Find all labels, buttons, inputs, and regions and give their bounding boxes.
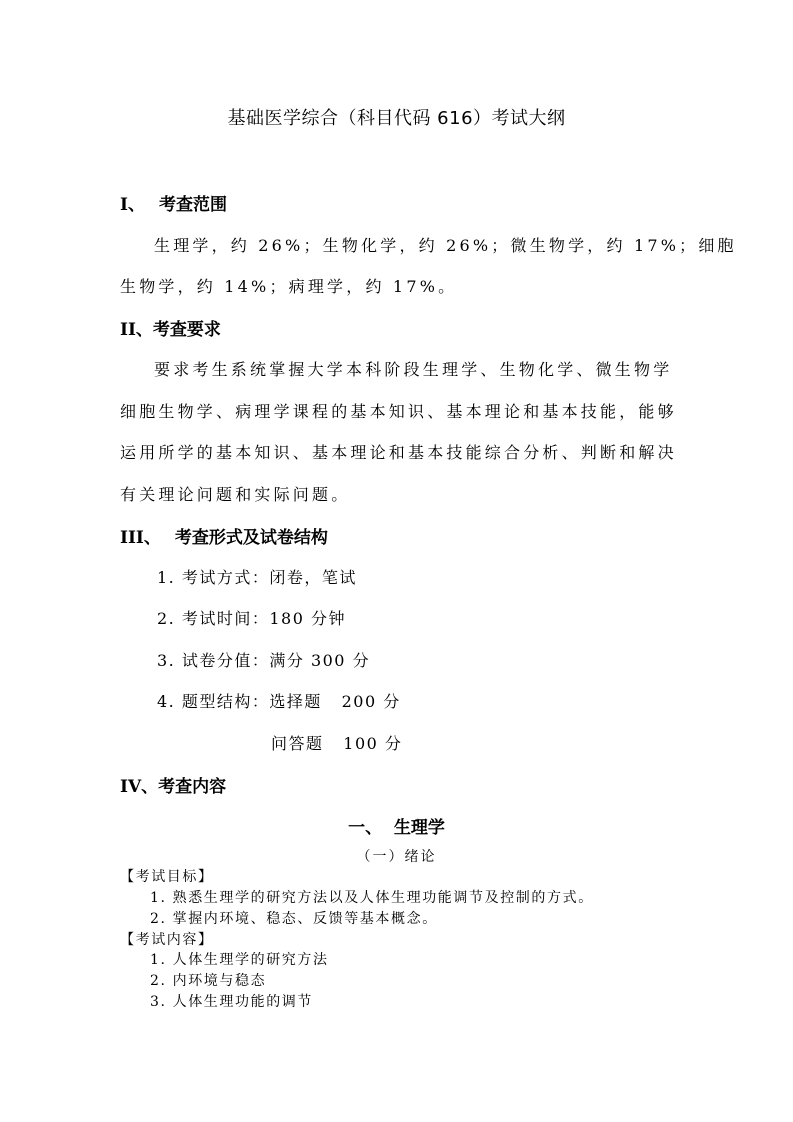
paragraph-line: 运用所学的基本知识、基本理论和基本技能综合分析、判断和解决 bbox=[120, 443, 677, 462]
section-title: 考查要求 bbox=[152, 320, 221, 340]
exam-format-item: 4. 题型结构：选择题 200 分 bbox=[157, 692, 401, 711]
paragraph-line: 细胞生物学、病理学课程的基本知识、基本理论和基本技能，能够 bbox=[120, 402, 677, 421]
exam-format-item: 3. 试卷分值：满分 300 分 bbox=[157, 651, 371, 670]
content-item: 2. 内环境与稳态 bbox=[150, 973, 267, 989]
section-heading-format bbox=[120, 523, 328, 548]
objectives-label: 【考试目标】 bbox=[120, 869, 214, 885]
section-heading-content bbox=[120, 772, 226, 797]
content-item: 1. 人体生理学的研究方法 bbox=[150, 952, 329, 968]
exam-format-item: 1. 考试方式：闭卷，笔试 bbox=[157, 568, 357, 587]
section-number: I、 bbox=[120, 195, 145, 215]
section-number: IV、 bbox=[120, 777, 159, 797]
section-number: III、 bbox=[120, 528, 161, 548]
exam-format-item: 2. 考试时间：180 分钟 bbox=[157, 609, 346, 628]
subsection-title: （一）绪论 bbox=[356, 849, 437, 865]
document-title: 基础医学综合（科目代码 616）考试大纲 bbox=[227, 108, 566, 129]
paragraph-line: 有关理论问题和实际问题。 bbox=[120, 485, 351, 504]
content-label: 【考试内容】 bbox=[120, 932, 214, 948]
section-heading-scope bbox=[120, 190, 227, 215]
chapter-title: 一、 生理学 bbox=[348, 818, 445, 838]
section-number: II、 bbox=[120, 320, 153, 340]
objective-item: 2. 掌握内环境、稳态、反馈等基本概念。 bbox=[150, 911, 438, 927]
section-heading-requirements bbox=[120, 315, 221, 340]
paragraph-line: 生物学，约 14%；病理学，约 17%。 bbox=[120, 277, 458, 296]
objective-item: 1. 熟悉生理学的研究方法以及人体生理功能调节及控制的方式。 bbox=[150, 890, 594, 906]
paragraph-line: 要求考生系统掌握大学本科阶段生理学、生物化学、微生物学 bbox=[154, 360, 673, 379]
section-title: 考查内容 bbox=[158, 777, 227, 797]
paragraph-line: 生理学，约 26%；生物化学，约 26%；微生物学，约 17%；细胞 bbox=[154, 236, 737, 255]
section-title: 考查范围 bbox=[158, 195, 227, 215]
content-item: 3. 人体生理功能的调节 bbox=[150, 994, 314, 1010]
exam-format-item-continuation: 问答题 100 分 bbox=[271, 734, 403, 753]
section-title: 考查形式及试卷结构 bbox=[174, 528, 328, 548]
